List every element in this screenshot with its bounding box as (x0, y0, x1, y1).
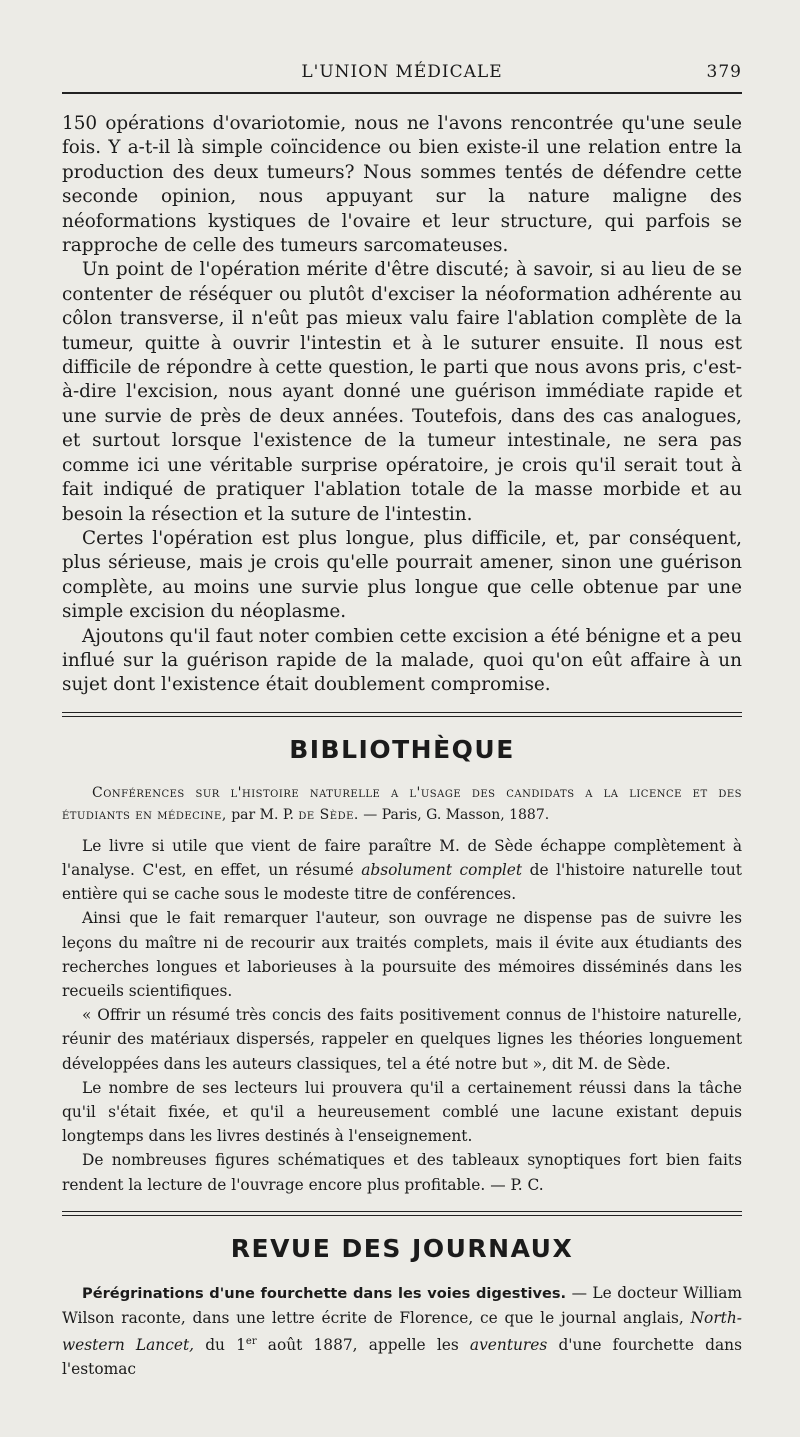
article-paragraph: Un point de l'opération mérite d'être discuté; à savoir, si au lieu de se contenter de réséquer ou plutôt d'exciser la néoformation adhérente au côlon transverse, il n'eût pas mieux valu faire l'ablation complète de la tumeur, quitte à ouvrir l'intestin et à le suturer ensuite. Il nous est difficile de répondre à cette question, le parti que nous avons pris, c'est-à-dire l'excision, nous ayant donné une guérison immédiate rapide et une survie de près de deux années. Toutefois, dans des cas analogues, et surtout lorsque l'existence de la tumeur intestinale, ne sera pas comme ici une véritable surprise opératoire, je crois qu'il serait tout à fait indiqué de pratiquer l'ablation totale de la masse morbide et au besoin la résection et la suture de l'intestin. (62, 259, 742, 525)
article-paragraph: Certes l'opération est plus longue, plus difficile, et, par conséquent, plus sérieuse, mais je crois qu'elle pourrait amener, sinon une guérison complète, au moins une survie plus longue que celle obtenue par une simple excision du néoplasme. (62, 527, 742, 623)
revue-lead-paragraph (62, 1281, 742, 1381)
article-paragraph: Ajoutons qu'il faut noter combien cette excision a été bénigne et a peu influé sur la guérison rapide de la malade, quoi qu'on eût affaire à un sujet dont l'existence était doublement compromise. (62, 625, 742, 696)
book-publisher: — Paris, G. Masson, 1887. (363, 806, 550, 823)
revue-emphasis: aventures (469, 1335, 548, 1354)
journal-title: L'UNION MÉDICALE (301, 62, 503, 82)
revue-text: du 1 (205, 1335, 246, 1354)
section-divider (62, 1211, 742, 1216)
book-author: de Sède. (298, 806, 359, 823)
running-header (62, 52, 742, 92)
revue-item-title: Pérégrinations d'une fourchette dans les voies digestives. (82, 1284, 567, 1302)
revue-journal-name: North-western Lancet, (62, 1308, 742, 1354)
review-paragraph: « Offrir un résumé très concis des faits positivement connus de l'histoire naturelle, réunir des matériaux dispersés, rappeler en quelques lignes les théories longuement développées dans les auteurs classiques, tel a été notre but », dit M. de Sède. (62, 1006, 742, 1073)
article-continuation (62, 112, 742, 698)
review-text: Le livre si utile que vient de faire paraître M. de Sède échappe complètement à l'analyse. C'est, en effet, un résumé (62, 836, 742, 879)
section-divider (62, 712, 742, 717)
revue-superscript: er (245, 1335, 257, 1347)
journal-page (0, 52, 800, 1437)
revue-text: — Le docteur William Wilson raconte, dans une lettre écrite de Florence, ce que le journal anglais, (62, 1283, 742, 1327)
bibliotheque-review (62, 834, 742, 1197)
book-by: par M. P. (231, 806, 294, 823)
article-paragraph: 150 opérations d'ovariotomie, nous ne l'avons rencontrée qu'une seule fois. Y a-t-il là simple coïncidence ou bien existe-il une relation entre la production des deux tumeurs? Nous sommes tentés de défendre cette seconde opinion, nous appuyant sur la nature maligne des néoformations kystiques de l'ovaire et leur structure, qui parfois se rapproche de celle des tumeurs sarcomateuses. (62, 113, 742, 257)
book-reference (62, 782, 742, 826)
page-number: 379 (706, 62, 742, 82)
revue-heading: REVUE DES JOURNAUX (230, 1233, 574, 1263)
review-emphasis: absolument complet (361, 860, 523, 879)
review-paragraph: Ainsi que le fait remarquer l'auteur, son ouvrage ne dispense pas de suivre les leçons du maître ni de recourir aux traités complets, mais il évite aux étudiants des recherches longues et laborieuses à la poursuite des mémoires disséminés dans les recueils scientifiques. (62, 909, 742, 1000)
review-paragraph: De nombreuses figures schématiques et des tableaux synoptiques fort bien faits rendent la lecture de l'ouvrage encore plus profitable. — P. C. (62, 1151, 742, 1194)
book-title: Conférences sur l'histoire naturelle a l'usage des candidats a la licence et des étudiants en médecine, (62, 784, 742, 823)
bibliotheque-heading: BIBLIOTHÈQUE (289, 734, 515, 764)
review-paragraph: Le nombre de ses lecteurs lui prouvera qu'il a certainement réussi dans la tâche qu'il s'était fixée, et qu'il a heureusement comblé une lacune existant depuis longtemps dans les livres destinés à l'enseignement. (62, 1078, 742, 1146)
revue-text: août 1887, appelle les (267, 1335, 459, 1354)
revue-text: d'une fourchette dans l'estomac (62, 1335, 742, 1378)
header-rule (62, 92, 742, 94)
review-text: de l'histoire naturelle tout entière qui se cache sous le modeste titre de conférences. (62, 860, 742, 904)
review-paragraph (62, 834, 742, 907)
